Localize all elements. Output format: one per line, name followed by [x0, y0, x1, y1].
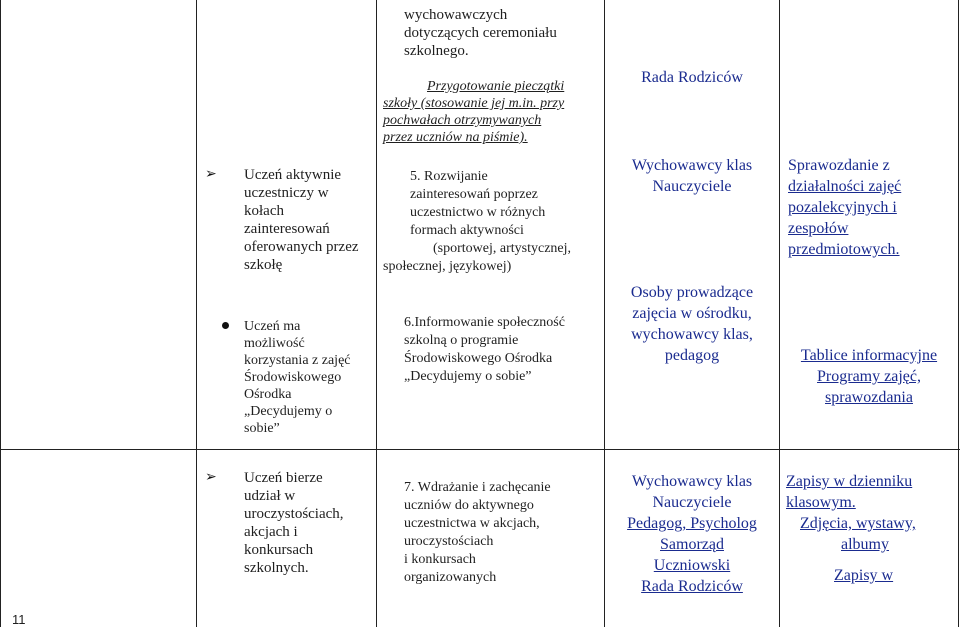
col-divider-1 — [196, 0, 197, 627]
row1-col1-item2: Uczeń ma możliwość korzystania z zajęć Środowiskowego Ośrodka „Decydujemy o sobie” — [244, 319, 351, 436]
row2-col1-text: Uczeń bierze udział w uroczystościach, akcjach i konkursach szkolnych. — [244, 470, 344, 576]
table-border-right — [958, 0, 959, 627]
row2-col4-evidence: Zapisy w dzienniku klasowym. Zdjęcia, wystawy, albumy Zapisy w — [786, 473, 916, 584]
row1-col2-continued-text: wychowawczych dotyczących ceremoniału szkolnego. — [404, 7, 557, 59]
col-divider-2 — [376, 0, 377, 627]
row1-col2-pieczatka: Przygotowanie pieczątki szkoły (stosowanie jej m.in. przy pochwałach otrzymywanych przez uczniów na piśmie). — [383, 79, 565, 145]
row1-col2-task5: 5. Rozwijanie zainteresowań poprzez uczestnictwo w różnych formach aktywności (sportowej, artystycznej, społecznej, językowej) — [383, 169, 572, 274]
round-bullet-icon — [222, 322, 229, 329]
row2-col3-responsible: Wychowawcy klas Nauczyciele Pedagog, Psycholog Samorząd Uczniowski Rada Rodziców — [627, 473, 757, 595]
page-number: 11 — [12, 612, 26, 627]
table-border-left — [0, 0, 1, 627]
row1-col3-bottom: Osoby prowadzące zajęcia w ośrodku, wychowawcy klas, pedagog — [630, 284, 754, 364]
arrow-bullet-icon: ➢ — [205, 166, 217, 182]
row1-col4-top: Sprawozdanie z działalności zajęć pozalekcyjnych i zespołów przedmiotowych. — [788, 157, 902, 258]
row2-col2-task7: 7. Wdrażanie i zachęcanie uczniów do aktywnego uczestnictwa w akcjach, uroczystościach i konkursach organizowanych — [404, 480, 551, 585]
arrow-bullet-icon: ➢ — [205, 469, 217, 485]
row1-col4-bottom: Tablice informacyjne Programy zajęć, sprawozdania — [800, 347, 938, 406]
row-divider — [0, 449, 960, 450]
row1-col3-mid: Wychowawcy klas Nauczyciele — [631, 157, 753, 195]
row1-col3-top: Rada Rodziców — [641, 69, 743, 86]
row1-col1-item1: Uczeń aktywnie uczestniczy w kołach zainteresowań oferowanych przez szkołę — [244, 167, 359, 273]
col-divider-4 — [779, 0, 780, 627]
row1-col2-task6: 6.Informowanie społeczność szkolną o programie Środowiskowego Ośrodka „Decydujemy o sobie” — [404, 315, 565, 384]
